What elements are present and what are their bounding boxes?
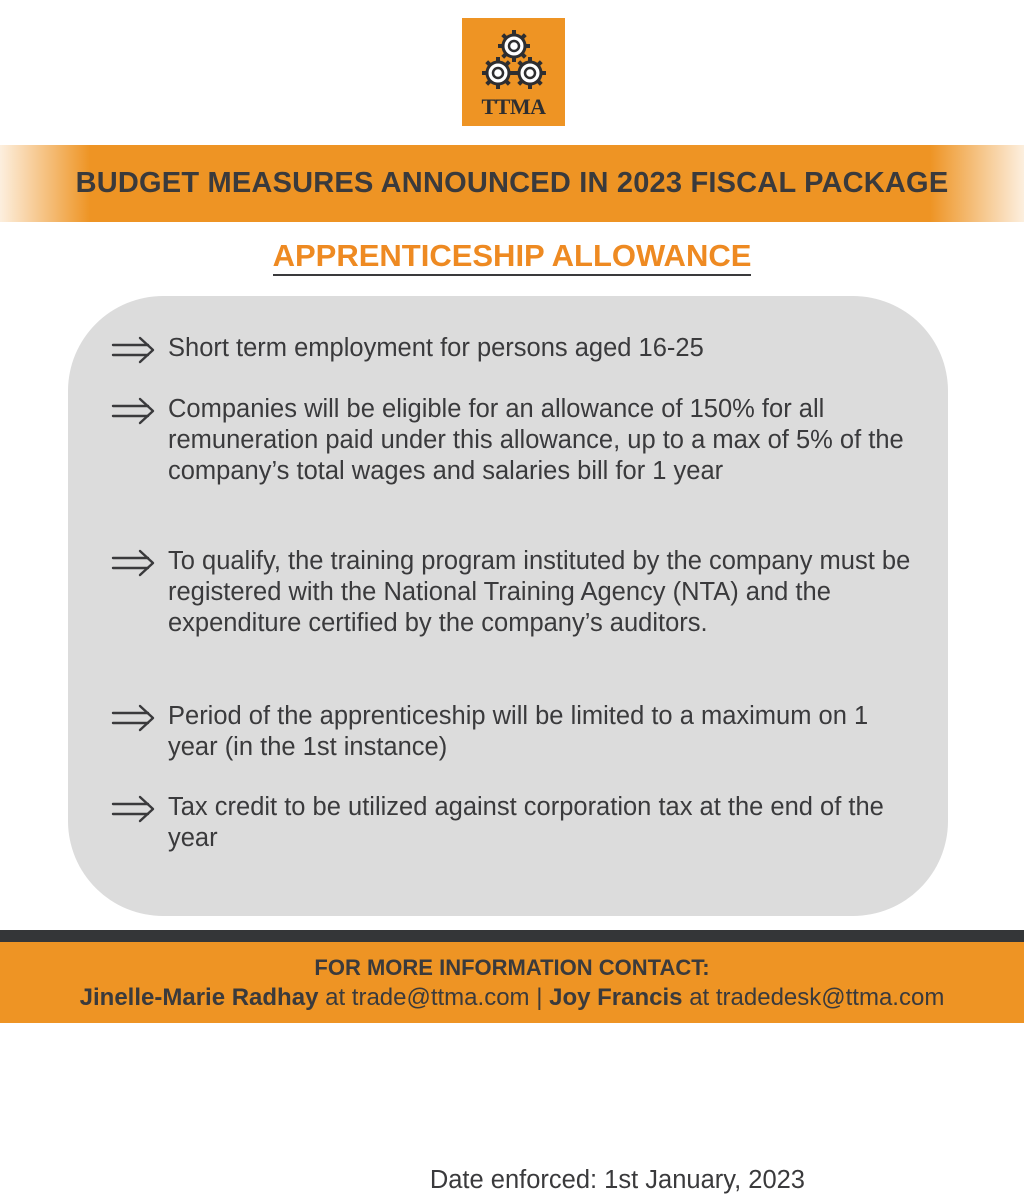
list-item bbox=[112, 792, 912, 854]
arrow-right-icon bbox=[112, 546, 168, 639]
arrow-right-icon bbox=[112, 394, 168, 487]
footer bbox=[0, 942, 1024, 1023]
section-heading bbox=[0, 238, 1024, 274]
footer-contacts bbox=[0, 984, 1024, 1012]
footer-heading: FOR MORE INFORMATION CONTACT: bbox=[314, 955, 710, 980]
footer-divider bbox=[0, 930, 1024, 942]
list-item-text: Companies will be eligible for an allowance of 150% for all remuneration paid under this allowance, up to a max of 5% of the company’s total wages and salaries bill for 1 year bbox=[168, 395, 904, 485]
arrow-right-icon bbox=[112, 333, 168, 368]
contact-email[interactable]: at trade@ttma.com bbox=[325, 984, 530, 1011]
list-item bbox=[112, 333, 912, 368]
list-item bbox=[112, 546, 912, 639]
date-enforced: Date enforced: 1st January, 2023 bbox=[429, 1166, 805, 1194]
title-banner bbox=[0, 145, 1024, 222]
page-title: BUDGET MEASURES ANNOUNCED IN 2023 FISCAL PACKAGE bbox=[75, 167, 949, 199]
contact-email[interactable]: at tradedesk@ttma.com bbox=[689, 984, 945, 1011]
list-item-text: Period of the apprenticeship will be limited to a maximum on 1 year (in the 1st instance) bbox=[168, 702, 869, 761]
ttma-logo bbox=[462, 18, 565, 126]
arrow-right-icon bbox=[112, 701, 168, 763]
list-item-text: Short term employment for persons aged 16-25 bbox=[168, 334, 704, 362]
list-item bbox=[112, 394, 912, 487]
list-item bbox=[112, 701, 912, 763]
logo-text: TTMA bbox=[481, 94, 546, 119]
list-item-text: To qualify, the training program instituted by the company must be registered with the National Training Agency (NTA) and the expenditure certified by the company’s auditors. bbox=[168, 547, 911, 637]
contact-name: Joy Francis bbox=[549, 984, 683, 1011]
list-item-text: Tax credit to be utilized against corporation tax at the end of the year bbox=[168, 793, 884, 852]
gears-icon bbox=[462, 18, 565, 98]
contact-separator: | bbox=[536, 984, 543, 1011]
section-heading-text: APPRENTICESHIP ALLOWANCE bbox=[273, 238, 752, 276]
arrow-right-icon bbox=[112, 792, 168, 854]
contact-name: Jinelle-Marie Radhay bbox=[79, 984, 319, 1011]
